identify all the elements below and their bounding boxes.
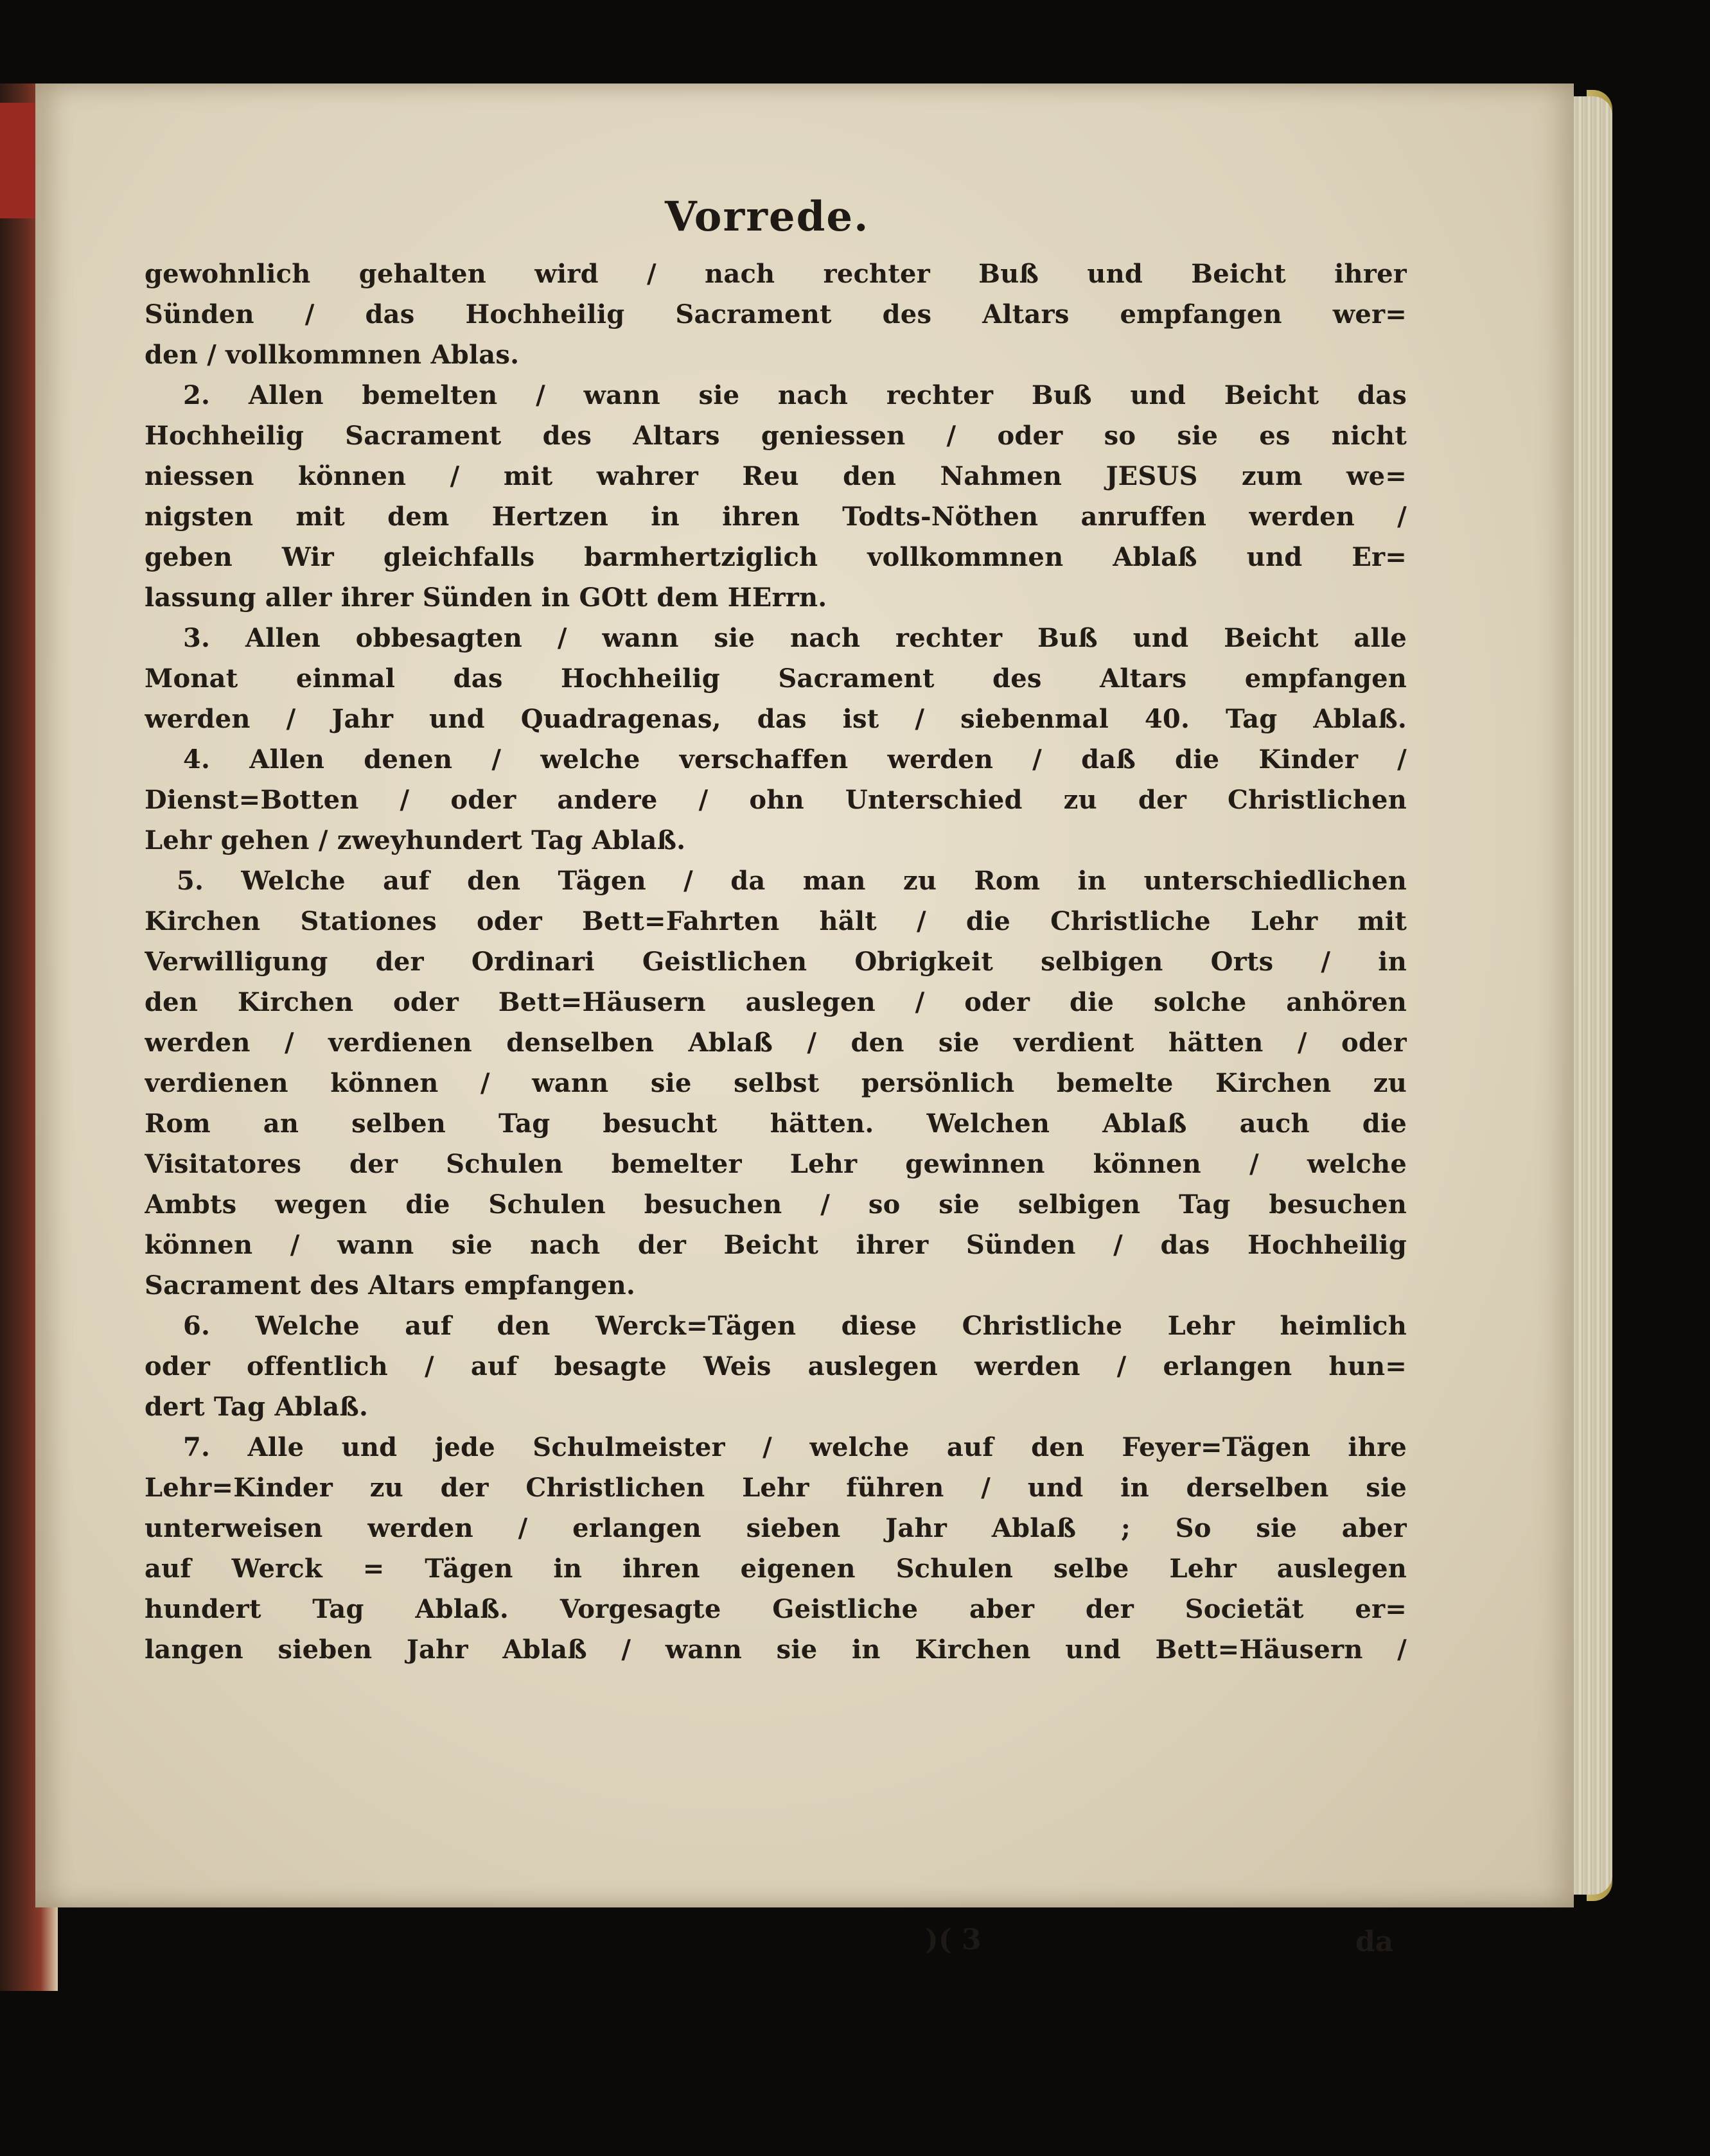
text-line: geben Wir gleichfalls barmhertziglich vollkommnen Ablaß und Er=: [145, 542, 1407, 572]
text-line: Visitatores der Schulen bemelter Lehr gewinnen können / welche: [145, 1149, 1407, 1179]
text-line: können / wann sie nach der Beicht ihrer Sünden / das Hochheilig: [145, 1230, 1407, 1260]
text-line: Dienst=Botten / oder andere / ohn Unterschied zu der Christlichen: [145, 785, 1407, 815]
text-line: 3. Allen obbesagten / wann sie nach rechter Buß und Beicht alle: [183, 623, 1407, 653]
text-line: 6. Welche auf den Werck=Tägen diese Christliche Lehr heimlich: [183, 1311, 1407, 1341]
text-line: gewohnlich gehalten wird / nach rechter Buß und Beicht ihrer: [145, 259, 1407, 289]
background: [0, 1991, 1710, 2156]
text-line: lassung aller ihrer Sünden in GOtt dem HErrn.: [145, 583, 827, 613]
text-line: Hochheilig Sacrament des Altars geniessen / oder so sie es nicht: [145, 421, 1407, 451]
text-line: oder offentlich / auf besagte Weis auslegen werden / erlangen hun=: [145, 1351, 1407, 1381]
text-line: dert Tag Ablaß.: [145, 1392, 369, 1422]
text-line: nigsten mit dem Hertzen in ihren Todts-Nöthen anruffen werden /: [145, 502, 1407, 532]
text-line: Rom an selben Tag besucht hätten. Welchen Ablaß auch die: [145, 1109, 1407, 1139]
signature-mark: )( 3: [925, 1924, 982, 1956]
text-line: den / vollkommnen Ablas.: [145, 340, 520, 370]
text-line: hundert Tag Ablaß. Vorgesagte Geistliche aber der Societät er=: [145, 1594, 1407, 1624]
text-line: Lehr gehen / zweyhundert Tag Ablaß.: [145, 825, 686, 855]
body-text: [145, 254, 1407, 1670]
catchword: da: [1355, 1925, 1394, 1958]
text-line: unterweisen werden / erlangen sieben Jahr Ablaß ; So sie aber: [145, 1513, 1407, 1543]
text-line: 7. Alle und jede Schulmeister / welche auf den Feyer=Tägen ihre: [183, 1432, 1407, 1462]
text-line: Lehr=Kinder zu der Christlichen Lehr führen / und in derselben sie: [145, 1473, 1407, 1503]
text-line: Sünden / das Hochheilig Sacrament des Altars empfangen wer=: [145, 299, 1407, 329]
text-line: verdienen können / wann sie selbst persönlich bemelte Kirchen zu: [145, 1068, 1407, 1098]
text-line: Kirchen Stationes oder Bett=Fahrten hält / die Christliche Lehr mit: [145, 906, 1407, 936]
text-line: Sacrament des Altars empfangen.: [145, 1270, 635, 1301]
text-line: Verwilligung der Ordinari Geistlichen Obrigkeit selbigen Orts / in: [145, 947, 1407, 977]
text-line: werden / Jahr und Quadragenas, das ist / siebenmal 40. Tag Ablaß.: [145, 704, 1407, 734]
text-line: auf Werck = Tägen in ihren eigenen Schulen selbe Lehr auslegen: [145, 1554, 1407, 1584]
running-head: Vorrede.: [665, 193, 870, 241]
text-line: Ambts wegen die Schulen besuchen / so sie selbigen Tag besuchen: [145, 1189, 1407, 1220]
text-line: niessen können / mit wahrer Reu den Nahmen JESUS zum we=: [145, 461, 1407, 491]
text-line: langen sieben Jahr Ablaß / wann sie in Kirchen und Bett=Häusern /: [145, 1635, 1407, 1665]
text-line: Monat einmal das Hochheilig Sacrament des Altars empfangen: [145, 663, 1407, 694]
text-line: 5. Welche auf den Tägen / da man zu Rom in unterschiedlichen: [177, 866, 1407, 896]
text-line: den Kirchen oder Bett=Häusern auslegen / oder die solche anhören: [145, 987, 1407, 1017]
text-line: 2. Allen bemelten / wann sie nach rechter Buß und Beicht das: [183, 380, 1407, 410]
text-line: 4. Allen denen / welche verschaffen werden / daß die Kinder /: [183, 744, 1407, 775]
text-line: werden / verdienen denselben Ablaß / den sie verdient hätten / oder: [145, 1028, 1407, 1058]
